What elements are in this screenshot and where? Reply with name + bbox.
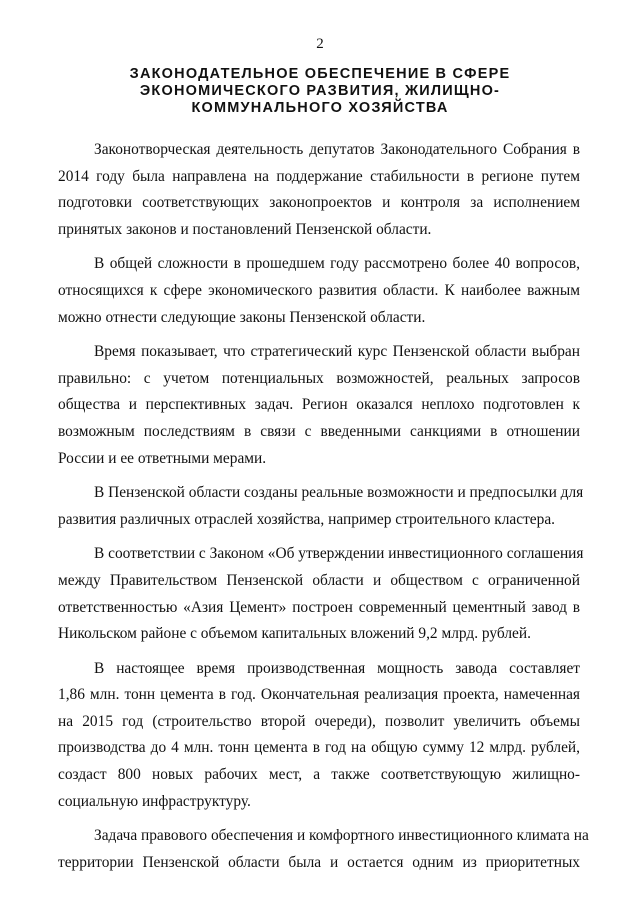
paragraph-1 bbox=[58, 137, 580, 243]
text-line: Никольском районе с объемом капитальных вложений 9,2 млрд. рублей. bbox=[58, 625, 531, 643]
heading-line: ЭКОНОМИЧЕСКОГО РАЗВИТИЯ, ЖИЛИЩНО- bbox=[139, 83, 501, 99]
text-line: производства до 4 млн. тонн цемента в год на общую сумму 12 млрд. рублей, bbox=[58, 739, 580, 757]
paragraph-4 bbox=[58, 480, 584, 533]
text-line: относящихся к сфере экономического развития области. К наиболее важным bbox=[58, 281, 580, 299]
text-line: правильно: с учетом потенциальных возможностей, реальных запросов bbox=[58, 369, 580, 387]
paragraph-2 bbox=[58, 251, 580, 331]
text-line: Время показывает, что стратегический курс Пензенской области выбран bbox=[94, 343, 580, 361]
text-line: возможным последствиям в связи с введенными санкциями в отношении bbox=[58, 422, 580, 440]
text-line: 1,86 млн. тонн цемента в год. Окончательная реализация проекта, намеченная bbox=[58, 686, 580, 704]
text-line: ответственностью «Азия Цемент» построен современный цементный завод в bbox=[58, 598, 580, 616]
section-heading bbox=[90, 66, 550, 117]
text-line: общества и перспективных задач. Регион оказался неплохо подготовлен к bbox=[58, 396, 580, 414]
text-line: России и ее ответными мерами. bbox=[58, 449, 267, 467]
text-line: подготовки соответствующих законопроектов и контроля за исполнением bbox=[58, 194, 580, 212]
heading-line: КОММУНАЛЬНОГО ХОЗЯЙСТВА bbox=[191, 100, 449, 116]
text-line: В соответствии с Законом «Об утверждении инвестиционного соглашения bbox=[94, 545, 584, 563]
text-line: В общей сложности в прошедшем году рассмотрено более 40 вопросов, bbox=[94, 255, 580, 273]
paragraph-5 bbox=[58, 541, 584, 647]
heading-line: ЗАКОНОДАТЕЛЬНОЕ ОБЕСПЕЧЕНИЕ В СФЕРЕ bbox=[129, 66, 511, 82]
paragraph-3 bbox=[58, 339, 580, 472]
text-line: можно отнести следующие законы Пензенской области. bbox=[58, 308, 426, 326]
text-line: В Пензенской области созданы реальные возможности и предпосылки для bbox=[94, 484, 584, 502]
text-line: Задача правового обеспечения и комфортного инвестиционного климата на bbox=[94, 827, 589, 845]
text-line: создаст 800 новых рабочих мест, а также соответствующую жилищно- bbox=[58, 766, 580, 784]
text-line: между Правительством Пензенской области и обществом с ограниченной bbox=[58, 571, 580, 589]
page-number: 2 bbox=[316, 36, 324, 52]
text-line: территории Пензенской области была и остается одним из приоритетных bbox=[58, 853, 580, 871]
text-line: В настоящее время производственная мощность завода составляет bbox=[94, 659, 580, 677]
text-line: 2014 году была направлена на поддержание стабильности в регионе путем bbox=[58, 167, 580, 185]
text-line: на 2015 год (строительство второй очереди), позволит увеличить объемы bbox=[58, 712, 580, 730]
text-line: Законотворческая деятельность депутатов Законодательного Собрания в bbox=[94, 141, 580, 158]
text-line: развития различных отраслей хозяйства, например строительного кластера. bbox=[58, 510, 556, 528]
document-body bbox=[58, 137, 589, 884]
paragraph-6 bbox=[58, 656, 580, 816]
paragraph-7 bbox=[58, 823, 589, 876]
text-line: социальную инфраструктуру. bbox=[58, 792, 251, 810]
text-line: принятых законов и постановлений Пензенской области. bbox=[58, 220, 432, 238]
